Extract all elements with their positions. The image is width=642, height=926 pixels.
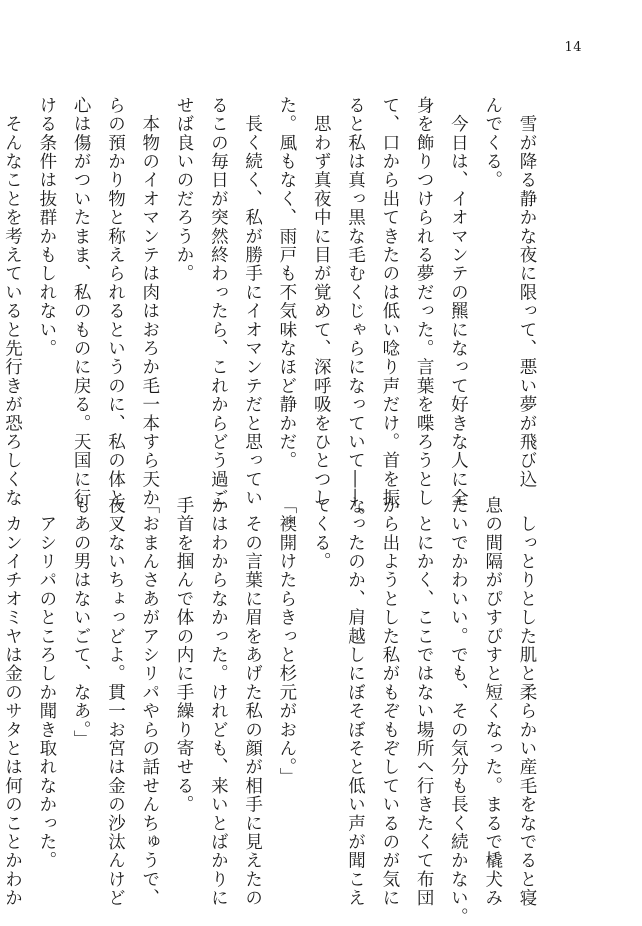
text-line: ると私は真っ黒な毛むくじゃらになっていて――。	[345, 96, 366, 527]
text-line: かはわからなかった。けれども、来いとばかりに	[208, 496, 229, 908]
text-line: 今日は、イオマンテの羆になって好きな人に全	[448, 96, 469, 508]
text-line: カンイチオミヤは金のサタとは何のことかわか	[2, 496, 23, 908]
text-block-bottom	[2, 496, 544, 926]
text-line: なったのか、肩越しにぼそぼそと低い声が聞こえ	[345, 496, 366, 908]
text-line: アシリパのところしか聞き取れなかった。	[36, 496, 57, 870]
text-line: 心は傷がついたまま、私のものに戻る。天国に行	[71, 96, 92, 508]
text-line: 身を飾りつけられる夢だった。言葉を喋ろうとし	[414, 96, 435, 508]
page-number: 14	[564, 40, 582, 55]
text-line: 長く続く、私が勝手にイオマンテだと思ってい	[242, 96, 263, 508]
text-line: 夜叉ないちょっどよ。貫一お宮は金の沙汰んけど	[105, 496, 126, 908]
text-line: 本物のイオマンテは肉はおろか毛一本すら天か	[139, 96, 160, 508]
text-line: とにかく、ここではない場所へ行きたくて布団	[414, 496, 435, 908]
text-line: 雪が降る静かな夜に限って、悪い夢が飛び込	[517, 96, 537, 489]
text-line: て、口から出てきたのは低い唸り声だけ。首を振	[379, 96, 400, 508]
text-line: から出ようとした私がもぞもぞしているのが気に	[379, 496, 400, 908]
text-line: もあの男はないごて、なあ。」	[71, 496, 92, 750]
text-line: るこの毎日が突然終わったら、これからどう過ご	[208, 96, 229, 508]
text-line: てくる。	[311, 496, 332, 571]
text-line: ける条件は抜群かもしれない。	[36, 96, 57, 358]
text-line: んでくる。	[482, 96, 503, 190]
text-line: しっとりとした肌と柔らかい産毛をなでると寝	[517, 496, 537, 908]
text-line: せば良いのだろうか。	[174, 96, 195, 283]
text-line: 息の間隔がぴすぴすと短くなった。まるで橇犬み	[482, 496, 503, 908]
text-line: その言葉に眉をあげた私の顔が相手に見えたの	[242, 496, 263, 908]
text-line: たいでかわいい。でも、その気分も長く続かない。	[448, 496, 469, 926]
text-line: 手首を掴んで体の内に手繰り寄せる。	[174, 496, 195, 814]
text-block-top	[2, 96, 544, 527]
text-line: そんなことを考えていると先行きが恐ろしくな	[2, 96, 23, 508]
text-line: た。風もなく、雨戸も不気味なほど静かだ。	[276, 96, 297, 470]
text-line: 思わず真夜中に目が覚めて、深呼吸をひとつし	[311, 96, 332, 508]
text-line: 「襖開けたらきっと杉元がおん。」	[276, 496, 297, 787]
text-line: らの預かり物と称えられるというのに、私の体と	[105, 96, 126, 508]
text-line: 「おまんさあがアシリパやらの話せんちゅうで、	[139, 496, 160, 908]
